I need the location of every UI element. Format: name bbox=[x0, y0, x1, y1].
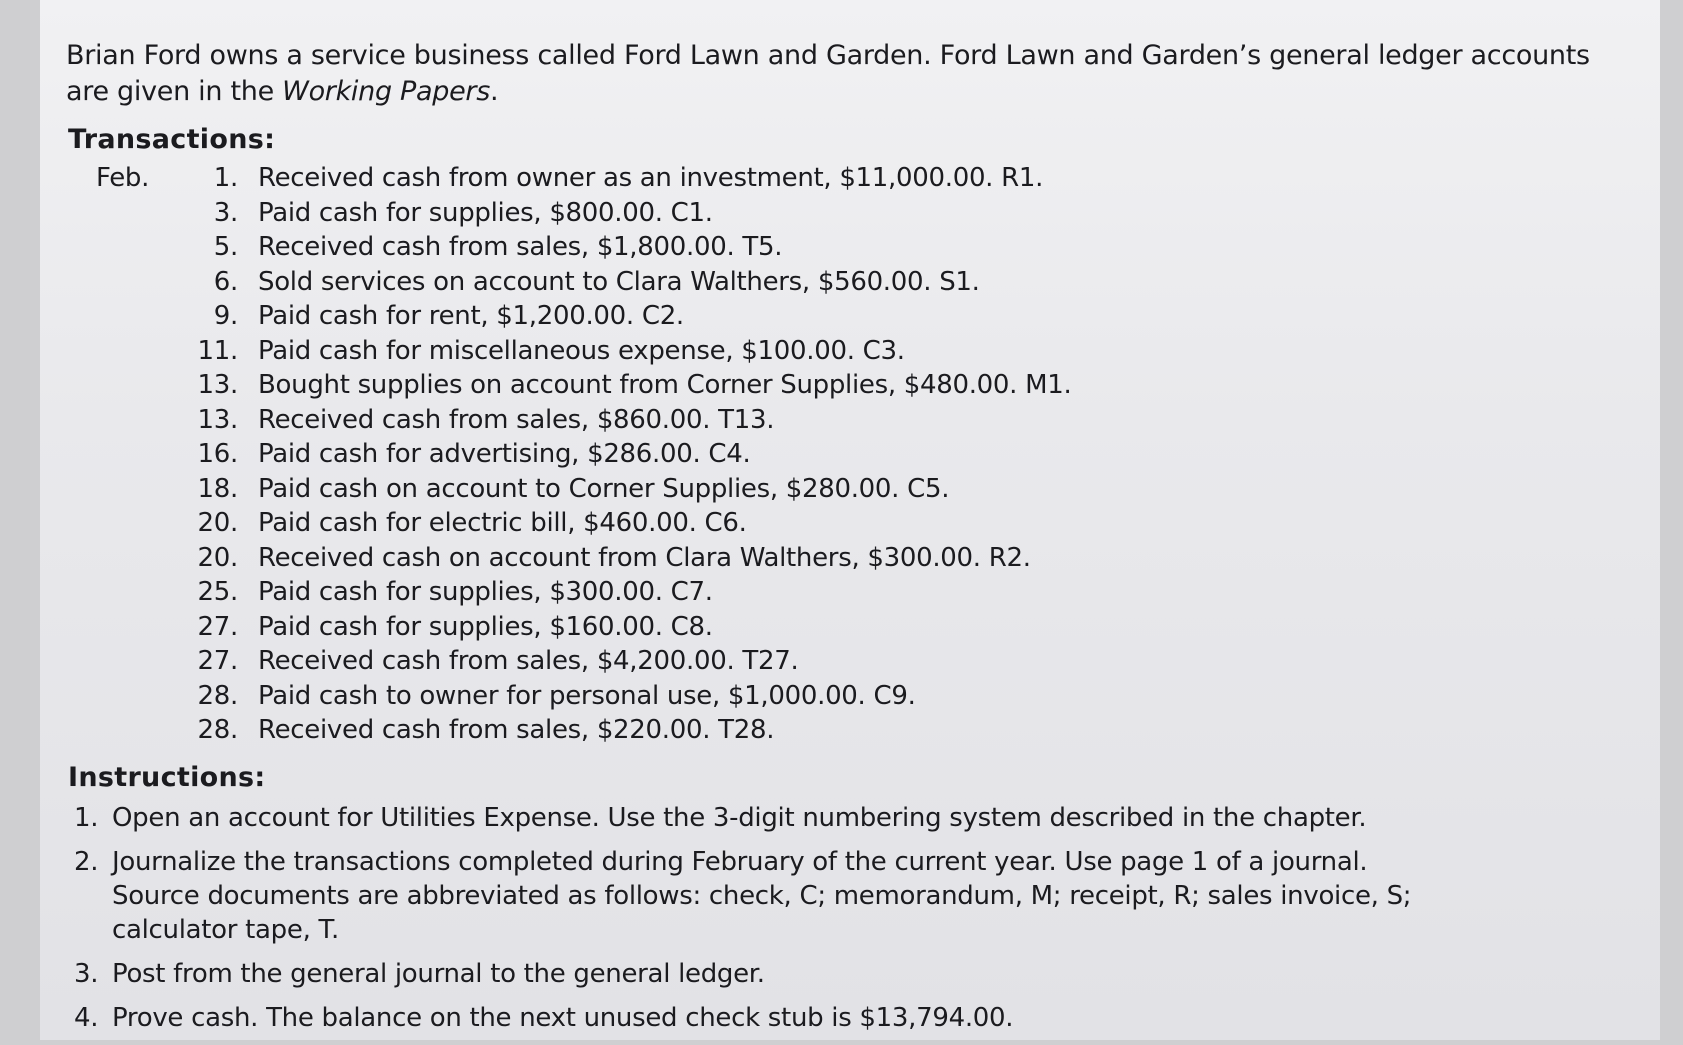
transaction-row bbox=[66, 196, 1626, 231]
instruction-number: 4. bbox=[74, 1002, 99, 1033]
instruction-item bbox=[66, 1001, 1626, 1035]
transaction-day: 13. bbox=[197, 404, 238, 435]
transaction-text: Paid cash on account to Corner Supplies, $280.00. C5. bbox=[258, 473, 950, 504]
transaction-text: Paid cash for advertising, $286.00. C4. bbox=[258, 439, 751, 470]
transactions-heading: Transactions: bbox=[68, 124, 276, 155]
transaction-day: 20. bbox=[197, 508, 238, 539]
transactions-list bbox=[66, 161, 1626, 748]
transaction-day: 13. bbox=[197, 370, 238, 401]
transaction-row bbox=[66, 299, 1626, 334]
transaction-month: Feb. bbox=[96, 163, 150, 194]
transaction-text: Paid cash for supplies, $300.00. C7. bbox=[258, 577, 713, 608]
transaction-row bbox=[66, 644, 1626, 679]
instruction-number: 1. bbox=[74, 802, 99, 833]
document-page bbox=[40, 0, 1660, 1040]
transaction-row bbox=[66, 368, 1626, 403]
transaction-day: 11. bbox=[197, 335, 238, 366]
transaction-row bbox=[66, 161, 1626, 196]
instruction-text: Journalize the transactions completed during February of the current year. Use page 1 of a journal. Source documents are abbreviated as follows: check, C; memorandum, M; receipt, R; sales invoice, S; calculator tape, T. bbox=[112, 846, 1412, 945]
transaction-text: Received cash from sales, $4,200.00. T27. bbox=[258, 646, 799, 677]
transaction-day: 27. bbox=[197, 646, 238, 677]
transaction-row bbox=[66, 230, 1626, 265]
instruction-number: 2. bbox=[74, 846, 99, 877]
transaction-row bbox=[66, 713, 1626, 748]
transaction-day: 5. bbox=[213, 232, 238, 263]
transaction-row bbox=[66, 403, 1626, 438]
transaction-text: Received cash from sales, $1,800.00. T5. bbox=[258, 232, 783, 263]
transaction-row bbox=[66, 575, 1626, 610]
transaction-text: Received cash from sales, $860.00. T13. bbox=[258, 404, 775, 435]
transaction-text: Paid cash for electric bill, $460.00. C6. bbox=[258, 508, 747, 539]
instruction-item bbox=[66, 845, 1626, 947]
transaction-row bbox=[66, 679, 1626, 714]
instruction-text: Prove cash. The balance on the next unused check stub is $13,794.00. bbox=[112, 1002, 1014, 1033]
transaction-row bbox=[66, 610, 1626, 645]
instructions-section bbox=[66, 762, 1626, 1035]
transaction-text: Received cash from owner as an investment, $11,000.00. R1. bbox=[258, 163, 1044, 194]
transaction-day: 18. bbox=[197, 473, 238, 504]
transaction-day: 28. bbox=[197, 680, 238, 711]
document-content bbox=[66, 38, 1626, 1045]
transaction-row bbox=[66, 334, 1626, 369]
transaction-day: 3. bbox=[213, 197, 238, 228]
transaction-text: Paid cash for rent, $1,200.00. C2. bbox=[258, 301, 684, 332]
instruction-text: Open an account for Utilities Expense. Use the 3-digit numbering system described in the chapter. bbox=[112, 802, 1367, 833]
transaction-day: 20. bbox=[197, 542, 238, 573]
transaction-day: 9. bbox=[213, 301, 238, 332]
instruction-number: 3. bbox=[74, 958, 99, 989]
intro-text: Brian Ford owns a service business called Ford Lawn and Garden. Ford Lawn and Garden’s general ledger accounts are given in the bbox=[66, 40, 1590, 107]
transaction-text: Paid cash for miscellaneous expense, $100.00. C3. bbox=[258, 335, 905, 366]
instructions-heading: Instructions: bbox=[68, 761, 266, 793]
instruction-item bbox=[66, 801, 1626, 835]
intro-text-end: . bbox=[490, 76, 499, 107]
transaction-day: 6. bbox=[213, 266, 238, 297]
transaction-day: 25. bbox=[197, 577, 238, 608]
transaction-row bbox=[66, 472, 1626, 507]
transaction-row bbox=[66, 437, 1626, 472]
transaction-day: 1. bbox=[213, 163, 238, 194]
transaction-row bbox=[66, 265, 1626, 300]
intro-italic-text: Working Papers bbox=[282, 76, 491, 107]
transaction-row bbox=[66, 541, 1626, 576]
transaction-day: 28. bbox=[197, 715, 238, 746]
transaction-text: Received cash from sales, $220.00. T28. bbox=[258, 715, 775, 746]
intro-paragraph bbox=[66, 38, 1626, 110]
transaction-text: Paid cash for supplies, $800.00. C1. bbox=[258, 197, 713, 228]
transaction-text: Bought supplies on account from Corner Supplies, $480.00. M1. bbox=[258, 370, 1072, 401]
transaction-row bbox=[66, 506, 1626, 541]
transaction-text: Received cash on account from Clara Walthers, $300.00. R2. bbox=[258, 542, 1031, 573]
instruction-item bbox=[66, 957, 1626, 991]
instructions-list bbox=[66, 801, 1626, 1035]
transaction-text: Paid cash to owner for personal use, $1,000.00. C9. bbox=[258, 680, 916, 711]
transaction-day: 16. bbox=[197, 439, 238, 470]
transaction-text: Paid cash for supplies, $160.00. C8. bbox=[258, 611, 713, 642]
transaction-text: Sold services on account to Clara Walthers, $560.00. S1. bbox=[258, 266, 980, 297]
transaction-day: 27. bbox=[197, 611, 238, 642]
instruction-text: Post from the general journal to the general ledger. bbox=[112, 958, 765, 989]
